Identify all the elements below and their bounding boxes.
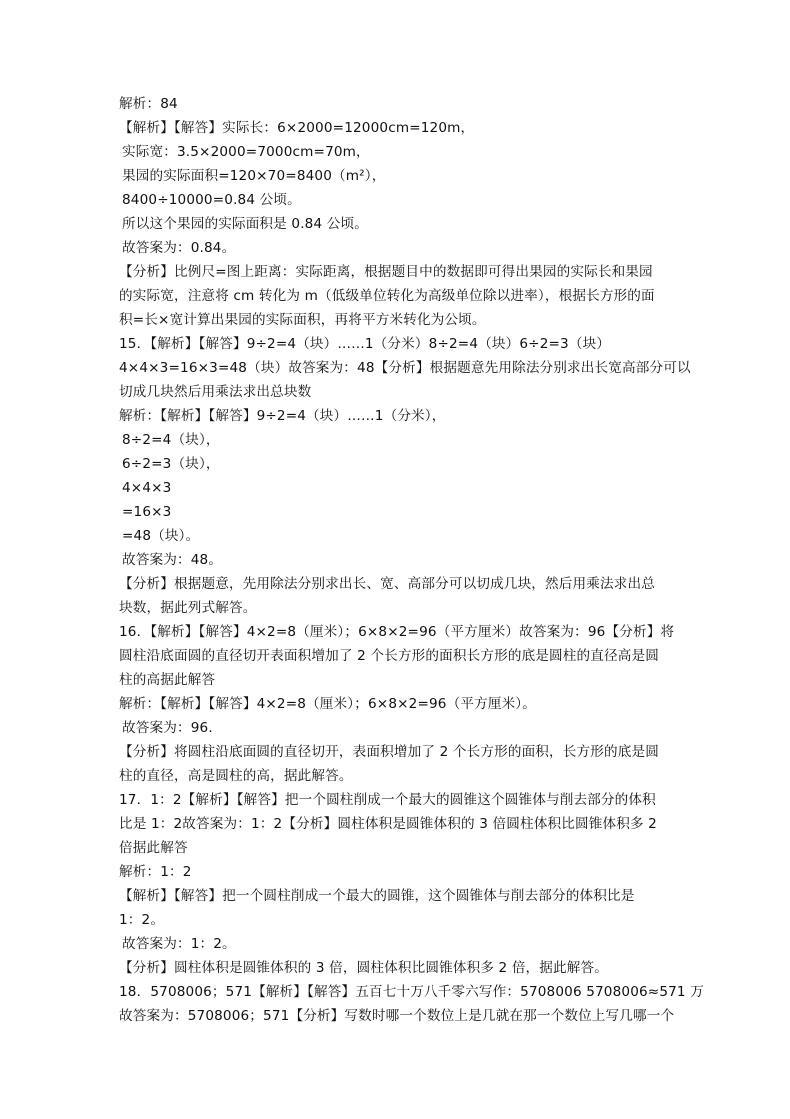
- text-line-19: =48（块）。: [122, 528, 200, 544]
- text-line-9: 的实际宽，注意将 cm 转化为 m（低级单位转化为高级单位除以进率），根据长方形的面: [119, 288, 655, 304]
- text-line-31: 比是 1：2故答案为：1：2【分析】圆柱体积是圆锥体积的 3 倍圆柱体积比圆锥体积多 2: [119, 816, 657, 832]
- text-line-3: 实际宽：3.5×2000=7000cm=70m，: [122, 144, 370, 160]
- text-line-10: 积=长×宽计算出果园的实际面积，再将平方米转化为公顷。: [119, 312, 486, 328]
- text-line-33: 解析：1：2: [119, 864, 192, 880]
- text-line-34: 【解析】【解答】把一个圆柱削成一个最大的圆锥，这个圆锥体与削去部分的体积比是: [119, 888, 635, 904]
- text-line-20: 故答案为：48。: [122, 552, 223, 568]
- text-line-13: 切成几块然后用乘法求出总块数: [119, 384, 312, 400]
- text-line-17: 4×4×3: [122, 480, 172, 496]
- text-line-26: 解析：【解析】【解答】4×2=8（厘米）；6×8×2=96（平方厘米）。: [119, 696, 536, 712]
- text-line-38: 18．5708006；571【解析】【解答】五百七十万八千零六写作：5708006 5708006≈571 万: [119, 984, 704, 1000]
- text-line-16: 6÷2=3（块），: [122, 456, 220, 472]
- text-line-21: 【分析】根据题意，先用除法分别求出长、宽、高部分可以切成几块，然后用乘法求出总: [119, 576, 656, 592]
- text-line-36: 故答案为：1：2。: [122, 936, 236, 952]
- text-line-7: 故答案为：0.84。: [122, 240, 236, 256]
- text-line-25: 柱的高据此解答: [119, 672, 216, 688]
- text-line-27: 故答案为：96.: [122, 720, 213, 736]
- text-line-22: 块数，据此列式解答。: [119, 600, 257, 616]
- text-line-8: 【分析】比例尺=图上距离：实际距离，根据题目中的数据即可得出果园的实际长和果园: [119, 264, 653, 280]
- text-line-23: 16．【解析】【解答】4×2=8（厘米）；6×8×2=96（平方厘米）故答案为：96【分析】将: [119, 624, 675, 640]
- text-line-15: 8÷2=4（块），: [122, 432, 220, 448]
- text-line-39: 故答案为：5708006；571【分析】写数时哪一个数位上是几就在那一个数位上写几哪一个: [119, 1008, 675, 1024]
- text-line-2: 【解析】【解答】实际长：6×2000=12000cm=120m，: [119, 120, 475, 136]
- text-line-32: 倍据此解答: [119, 840, 188, 856]
- text-line-11: 15．【解析】【解答】9÷2=4（块）……1（分米）8÷2=4（块）6÷2=3（块）: [119, 336, 611, 352]
- text-line-12: 4×4×3=16×3=48（块）故答案为：48【分析】根据题意先用除法分别求出长宽高部分可以: [119, 360, 691, 376]
- text-line-24: 圆柱沿底面圆的直径切开表面积增加了 2 个长方形的面积长方形的底是圆柱的直径高是圆: [119, 648, 660, 664]
- text-line-5: 8400÷10000=0.84 公顷。: [122, 192, 301, 208]
- text-line-18: =16×3: [122, 504, 172, 520]
- text-line-35: 1：2。: [119, 912, 165, 928]
- text-line-30: 17．1：2【解析】【解答】把一个圆柱削成一个最大的圆锥这个圆锥体与削去部分的体积: [119, 792, 656, 808]
- text-line-4: 果园的实际面积=120×70=8400（m²），: [122, 168, 386, 184]
- text-line-28: 【分析】将圆柱沿底面圆的直径切开，表面积增加了 2 个长方形的面积，长方形的底是圆: [119, 744, 660, 760]
- text-line-14: 解析：【解析】【解答】9÷2=4（块）……1（分米），: [119, 408, 446, 424]
- text-line-1: 解析：84: [119, 96, 178, 112]
- text-line-37: 【分析】圆柱体积是圆锥体积的 3 倍，圆柱体积比圆锥体积多 2 倍，据此解答。: [119, 960, 609, 976]
- text-line-6: 所以这个果园的实际面积是 0.84 公顷。: [122, 216, 368, 232]
- text-line-29: 柱的直径，高是圆柱的高，据此解答。: [119, 768, 353, 784]
